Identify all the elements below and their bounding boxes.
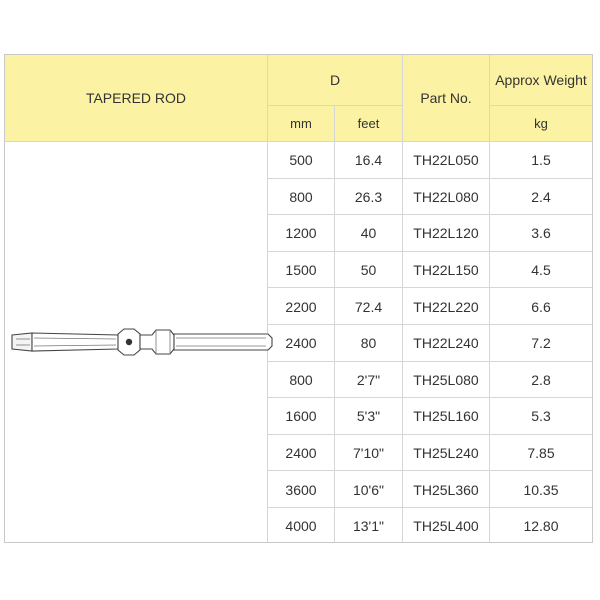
table-cell-mm: 1500: [285, 262, 317, 279]
table-cell-part: TH25L400: [413, 518, 479, 535]
table-cell-mm: 1600: [285, 408, 317, 425]
table-cell-mm: 2400: [285, 335, 317, 352]
table-cell-mm: 4000: [285, 518, 317, 535]
header-product-name: TAPERED ROD: [5, 55, 267, 141]
table-cell-part: TH22L050: [413, 152, 479, 169]
table-cell-mm: 500: [289, 152, 313, 169]
grid-line: [268, 105, 402, 106]
table-cell-kg: 7.2: [531, 335, 551, 352]
table-cell-part: TH22L080: [413, 188, 479, 205]
table-cell-part: TH25L360: [413, 481, 479, 498]
table-cell-feet: 7'10": [352, 445, 384, 462]
header-approx-weight: Approx Weight: [490, 55, 592, 105]
table-cell-kg: 12.80: [523, 518, 559, 535]
table-cell-kg: 5.3: [531, 408, 551, 425]
table-cell-kg: 6.6: [531, 298, 551, 315]
table-cell-mm: 3600: [285, 481, 317, 498]
table-cell-feet: 16.4: [354, 152, 383, 169]
table-cell-mm: 800: [289, 188, 313, 205]
table-cell-kg: 4.5: [531, 262, 551, 279]
table-cell-part: TH22L120: [413, 225, 479, 242]
header-dimension: D: [268, 55, 402, 105]
table-cell-part: TH25L240: [413, 445, 479, 462]
table-cell-feet: 13'1": [352, 518, 384, 535]
table-cell-part: TH25L160: [413, 408, 479, 425]
table-cell-kg: 7.85: [527, 445, 555, 462]
table-cell-feet: 5'3": [356, 408, 381, 425]
table-cell-feet: 2'7": [356, 371, 381, 388]
table-cell-feet: 10'6": [352, 481, 384, 498]
header-unit-mm: mm: [268, 106, 334, 141]
table-cell-part: TH25L080: [413, 371, 479, 388]
table-cell-kg: 10.35: [523, 481, 559, 498]
table-cell-mm: 800: [289, 371, 313, 388]
table-cell-part: TH22L220: [413, 298, 479, 315]
table-cell-part: TH22L150: [413, 262, 479, 279]
header-part-no: Part No.: [403, 55, 489, 141]
table-cell-mm: 1200: [285, 225, 317, 242]
header-unit-feet: feet: [335, 106, 402, 141]
table-cell-mm: 2200: [285, 298, 317, 315]
product-table: [4, 54, 593, 543]
grid-line: [490, 105, 592, 106]
table-cell-feet: 26.3: [354, 188, 383, 205]
table-cell-feet: 50: [360, 262, 377, 279]
header-unit-kg: kg: [490, 106, 592, 141]
table-cell-kg: 3.6: [531, 225, 551, 242]
table-cell-part: TH22L240: [413, 335, 479, 352]
table-cell-feet: 80: [360, 335, 377, 352]
table-cell-kg: 2.8: [531, 371, 551, 388]
table-cell-kg: 2.4: [531, 188, 551, 205]
table-cell-feet: 40: [360, 225, 377, 242]
tapered-rod-icon: [10, 322, 275, 362]
table-cell-feet: 72.4: [354, 298, 383, 315]
table-cell-mm: 2400: [285, 445, 317, 462]
table-cell-kg: 1.5: [531, 152, 551, 169]
